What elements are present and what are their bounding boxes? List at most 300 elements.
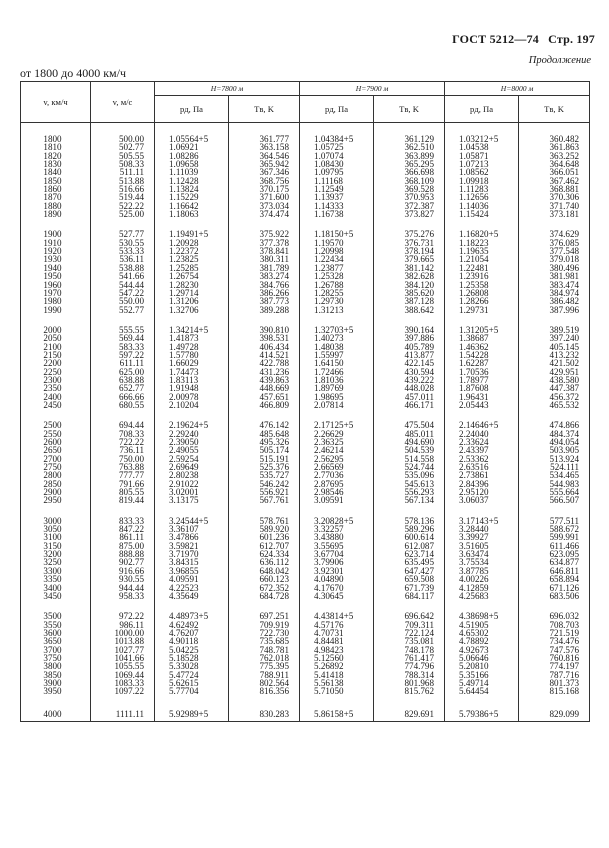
cell-v-kmh: 1830 xyxy=(21,160,91,168)
cell-v-kmh: 3950 xyxy=(21,687,91,695)
cell-t-7900: 556.293 xyxy=(374,488,445,496)
table-row xyxy=(21,446,590,454)
cell-p-7800: 5.04225 xyxy=(155,646,229,654)
cell-t-7800: 802.564 xyxy=(229,679,300,687)
cell-v-ms: 530.55 xyxy=(91,239,155,247)
cell-v-kmh: 2250 xyxy=(21,368,91,376)
cell-p-7800: 1.74473 xyxy=(155,368,229,376)
table-row xyxy=(21,401,590,409)
cell-t-8000: 360.482 xyxy=(519,135,590,143)
cell-t-8000: 787.716 xyxy=(519,671,590,679)
cell-v-ms: 513.88 xyxy=(91,177,155,185)
cell-p-7800: 4.62492 xyxy=(155,621,229,629)
cell-p-8000: 1.15424 xyxy=(445,210,519,218)
cell-t-8000: 386.482 xyxy=(519,297,590,305)
cell-v-kmh: 3000 xyxy=(21,517,91,525)
cell-p-7900: 1.81036 xyxy=(300,376,374,384)
cell-p-7800: 3.84315 xyxy=(155,558,229,566)
cell-t-8000: 363.252 xyxy=(519,152,590,160)
spacer-cell xyxy=(300,409,374,421)
cell-t-8000: 599.991 xyxy=(519,533,590,541)
cell-v-ms: 611.11 xyxy=(91,359,155,367)
cell-p-7800: 3.71970 xyxy=(155,550,229,558)
cell-v-ms: 1111.11 xyxy=(91,708,155,722)
cell-p-7900: 1.25328 xyxy=(300,272,374,280)
cell-t-7900: 365.295 xyxy=(374,160,445,168)
cell-p-7800: 1.11039 xyxy=(155,168,229,176)
cell-t-7900: 363.899 xyxy=(374,152,445,160)
cell-p-7900: 3.09591 xyxy=(300,496,374,504)
cell-t-7900: 366.698 xyxy=(374,168,445,176)
cell-t-7800: 535.727 xyxy=(229,471,300,479)
table-row xyxy=(21,326,590,334)
cell-p-7800: 3.47866 xyxy=(155,533,229,541)
cell-t-7800: 612.707 xyxy=(229,542,300,550)
spacer-cell xyxy=(155,696,229,708)
cell-p-7800: 1.28230 xyxy=(155,281,229,289)
cell-p-8000: 1.62287 xyxy=(445,359,519,367)
cell-p-7900: 1.09795 xyxy=(300,168,374,176)
cell-p-8000: 1.03212+5 xyxy=(445,135,519,143)
cell-p-8000: 2.73861 xyxy=(445,471,519,479)
cell-v-kmh: 4000 xyxy=(21,708,91,722)
spacer-cell xyxy=(519,314,590,326)
cell-t-7900: 545.613 xyxy=(374,480,445,488)
cell-v-kmh: 2150 xyxy=(21,351,91,359)
cell-t-7900: 647.427 xyxy=(374,567,445,575)
spacer-cell xyxy=(91,314,155,326)
cell-p-7900: 1.16738 xyxy=(300,210,374,218)
cell-p-7900: 2.98546 xyxy=(300,488,374,496)
spacer-cell xyxy=(155,409,229,421)
cell-t-7800: 377.378 xyxy=(229,239,300,247)
cell-v-ms: 666.66 xyxy=(91,393,155,401)
table-row xyxy=(21,708,590,722)
group-spacer xyxy=(21,600,590,612)
cell-p-8000: 1.26808 xyxy=(445,289,519,297)
cell-t-8000: 696.032 xyxy=(519,612,590,620)
cell-t-7800: 364.546 xyxy=(229,152,300,160)
cell-p-8000: 4.92673 xyxy=(445,646,519,654)
table-row xyxy=(21,558,590,566)
cell-v-ms: 972.22 xyxy=(91,612,155,620)
cell-p-7900: 4.17670 xyxy=(300,584,374,592)
cell-v-ms: 502.77 xyxy=(91,143,155,151)
cell-p-7800: 2.91022 xyxy=(155,480,229,488)
cell-v-ms: 547.22 xyxy=(91,289,155,297)
atmosphere-table xyxy=(20,81,590,722)
cell-p-7800: 2.19624+5 xyxy=(155,421,229,429)
cell-t-8000: 367.462 xyxy=(519,177,590,185)
cell-p-7900: 2.36325 xyxy=(300,438,374,446)
cell-p-7900: 1.28255 xyxy=(300,289,374,297)
cell-p-8000: 1.14036 xyxy=(445,202,519,210)
cell-p-8000: 3.39927 xyxy=(445,533,519,541)
cell-t-7900: 635.495 xyxy=(374,558,445,566)
cell-p-7900: 1.23877 xyxy=(300,264,374,272)
cell-v-ms: 819.44 xyxy=(91,496,155,504)
cell-t-7900: 378.194 xyxy=(374,247,445,255)
cell-p-7900: 5.26892 xyxy=(300,662,374,670)
cell-t-7900: 422.145 xyxy=(374,359,445,367)
cell-t-8000: 577.511 xyxy=(519,517,590,525)
spacer-cell xyxy=(519,600,590,612)
cell-t-7800: 567.761 xyxy=(229,496,300,504)
cell-p-7900: 1.64150 xyxy=(300,359,374,367)
cell-p-7800: 5.18528 xyxy=(155,654,229,662)
cell-v-ms: 583.33 xyxy=(91,343,155,351)
spacer-cell xyxy=(519,123,590,136)
cell-v-ms: 958.33 xyxy=(91,592,155,600)
cell-p-8000: 5.20810 xyxy=(445,662,519,670)
cell-p-8000: 4.38698+5 xyxy=(445,612,519,620)
cell-t-7800: 386.266 xyxy=(229,289,300,297)
cell-t-7800: 448.669 xyxy=(229,384,300,392)
cell-p-8000: 2.14646+5 xyxy=(445,421,519,429)
cell-p-7800: 5.47724 xyxy=(155,671,229,679)
cell-p-7900: 3.32257 xyxy=(300,525,374,533)
cell-t-7800: 589.920 xyxy=(229,525,300,533)
cell-t-7900: 504.539 xyxy=(374,446,445,454)
spacer-cell xyxy=(155,600,229,612)
cell-t-7900: 748.178 xyxy=(374,646,445,654)
cell-v-ms: 847.22 xyxy=(91,525,155,533)
table-row xyxy=(21,621,590,629)
cell-p-7800: 4.90118 xyxy=(155,637,229,645)
cell-t-7900: 774.796 xyxy=(374,662,445,670)
cell-p-7900: 4.70731 xyxy=(300,629,374,637)
cell-v-ms: 527.77 xyxy=(91,230,155,238)
table-row xyxy=(21,567,590,575)
cell-v-ms: 875.00 xyxy=(91,542,155,550)
table-row xyxy=(21,193,590,201)
cell-p-8000: 1.46362 xyxy=(445,343,519,351)
cell-t-8000: 829.099 xyxy=(519,708,590,722)
page-number: Стр. 197 xyxy=(548,32,595,46)
table-row xyxy=(21,359,590,367)
cell-t-8000: 405.145 xyxy=(519,343,590,351)
table-row xyxy=(21,471,590,479)
cell-v-kmh: 3850 xyxy=(21,671,91,679)
spacer-cell xyxy=(21,409,91,421)
cell-t-7900: 376.731 xyxy=(374,239,445,247)
spacer-cell xyxy=(300,505,374,517)
cell-t-7900: 384.120 xyxy=(374,281,445,289)
cell-p-7900: 1.13937 xyxy=(300,193,374,201)
cell-v-ms: 722.22 xyxy=(91,438,155,446)
cell-t-7900: 397.886 xyxy=(374,334,445,342)
cell-t-8000: 524.111 xyxy=(519,463,590,471)
cell-t-7900: 514.558 xyxy=(374,455,445,463)
cell-p-8000: 1.38687 xyxy=(445,334,519,342)
cell-v-ms: 555.55 xyxy=(91,326,155,334)
cell-v-ms: 516.66 xyxy=(91,185,155,193)
cell-p-8000: 1.09918 xyxy=(445,177,519,185)
cell-t-7800: 624.334 xyxy=(229,550,300,558)
cell-t-7900: 535.096 xyxy=(374,471,445,479)
cell-p-7800: 1.09658 xyxy=(155,160,229,168)
cell-v-ms: 944.44 xyxy=(91,584,155,592)
group-spacer xyxy=(21,123,590,136)
spacer-cell xyxy=(445,314,519,326)
cell-p-7900: 2.17125+5 xyxy=(300,421,374,429)
cell-t-7800: 485.648 xyxy=(229,430,300,438)
cell-v-ms: 805.55 xyxy=(91,488,155,496)
cell-t-7800: 495.326 xyxy=(229,438,300,446)
cell-v-ms: 1041.66 xyxy=(91,654,155,662)
cell-t-7800: 578.761 xyxy=(229,517,300,525)
table-row xyxy=(21,168,590,176)
cell-p-7900: 2.77036 xyxy=(300,471,374,479)
cell-t-7800: 374.474 xyxy=(229,210,300,218)
spacer-cell xyxy=(445,409,519,421)
cell-p-7800: 1.13824 xyxy=(155,185,229,193)
altitude-header-7800: H=7800 м xyxy=(155,82,300,96)
cell-p-7900: 1.40273 xyxy=(300,334,374,342)
cell-t-7900: 373.827 xyxy=(374,210,445,218)
cell-v-ms: 1069.44 xyxy=(91,671,155,679)
cell-t-7800: 381.789 xyxy=(229,264,300,272)
cell-v-ms: 525.00 xyxy=(91,210,155,218)
cell-v-kmh: 2400 xyxy=(21,393,91,401)
cell-p-8000: 3.63474 xyxy=(445,550,519,558)
cell-v-kmh: 1980 xyxy=(21,297,91,305)
cell-v-ms: 902.77 xyxy=(91,558,155,566)
table-row xyxy=(21,343,590,351)
cell-p-8000: 1.18223 xyxy=(445,239,519,247)
spacer-cell xyxy=(155,314,229,326)
table-row xyxy=(21,575,590,583)
table-row xyxy=(21,488,590,496)
cell-t-7800: 735.685 xyxy=(229,637,300,645)
cell-p-8000: 1.96431 xyxy=(445,393,519,401)
column-header-t: Tв, K xyxy=(374,96,445,123)
table-row xyxy=(21,289,590,297)
cell-t-7800: 830.283 xyxy=(229,708,300,722)
cell-p-7800: 5.92989+5 xyxy=(155,708,229,722)
cell-p-7900: 2.56295 xyxy=(300,455,374,463)
cell-p-7900: 5.41418 xyxy=(300,671,374,679)
cell-t-8000: 683.506 xyxy=(519,592,590,600)
cell-t-8000: 544.983 xyxy=(519,480,590,488)
cell-p-7800: 1.20928 xyxy=(155,239,229,247)
table-row xyxy=(21,135,590,143)
cell-p-7800: 2.80238 xyxy=(155,471,229,479)
cell-t-8000: 494.054 xyxy=(519,438,590,446)
cell-t-7900: 439.222 xyxy=(374,376,445,384)
cell-v-ms: 519.44 xyxy=(91,193,155,201)
cell-v-kmh: 1800 xyxy=(21,135,91,143)
cell-p-7900: 1.72466 xyxy=(300,368,374,376)
cell-t-7800: 546.242 xyxy=(229,480,300,488)
spacer-cell xyxy=(519,409,590,421)
table-row xyxy=(21,430,590,438)
cell-p-7900: 1.48038 xyxy=(300,343,374,351)
spacer-cell xyxy=(21,123,91,136)
spacer-cell xyxy=(300,600,374,612)
cell-v-ms: 833.33 xyxy=(91,517,155,525)
cell-v-kmh: 2850 xyxy=(21,480,91,488)
cell-p-8000: 2.43397 xyxy=(445,446,519,454)
cell-p-8000: 1.25358 xyxy=(445,281,519,289)
spacer-cell xyxy=(445,218,519,230)
cell-p-7800: 3.96855 xyxy=(155,567,229,575)
table-row xyxy=(21,384,590,392)
cell-t-8000: 373.181 xyxy=(519,210,590,218)
cell-p-8000: 1.54228 xyxy=(445,351,519,359)
cell-t-7800: 439.863 xyxy=(229,376,300,384)
cell-p-8000: 1.08562 xyxy=(445,168,519,176)
cell-v-kmh: 3200 xyxy=(21,550,91,558)
table-row xyxy=(21,376,590,384)
cell-p-7800: 1.05564+5 xyxy=(155,135,229,143)
cell-p-7900: 4.98423 xyxy=(300,646,374,654)
cell-t-8000: 815.168 xyxy=(519,687,590,695)
table-row xyxy=(21,687,590,695)
cell-v-kmh: 2550 xyxy=(21,430,91,438)
cell-v-ms: 638.88 xyxy=(91,376,155,384)
cell-p-7800: 1.12428 xyxy=(155,177,229,185)
cell-v-kmh: 1990 xyxy=(21,306,91,314)
cell-p-8000: 5.64454 xyxy=(445,687,519,695)
spacer-cell xyxy=(21,696,91,708)
cell-p-8000: 2.33624 xyxy=(445,438,519,446)
spacer-cell xyxy=(374,600,445,612)
cell-v-ms: 538.88 xyxy=(91,264,155,272)
cell-p-8000: 1.87608 xyxy=(445,384,519,392)
cell-p-7900: 1.11168 xyxy=(300,177,374,185)
cell-t-7800: 375.922 xyxy=(229,230,300,238)
cell-t-8000: 566.507 xyxy=(519,496,590,504)
cell-t-8000: 484.374 xyxy=(519,430,590,438)
spacer-cell xyxy=(21,314,91,326)
table-row xyxy=(21,281,590,289)
cell-v-ms: 888.88 xyxy=(91,550,155,558)
cell-v-ms: 505.55 xyxy=(91,152,155,160)
cell-v-kmh: 1930 xyxy=(21,255,91,263)
standard-code: ГОСТ 5212—74 xyxy=(452,32,539,46)
cell-t-7900: 788.314 xyxy=(374,671,445,679)
cell-t-8000: 380.496 xyxy=(519,264,590,272)
cell-t-7800: 672.352 xyxy=(229,584,300,592)
cell-v-kmh: 2350 xyxy=(21,384,91,392)
table-row xyxy=(21,496,590,504)
cell-t-8000: 381.981 xyxy=(519,272,590,280)
cell-t-8000: 379.018 xyxy=(519,255,590,263)
cell-p-7800: 1.16642 xyxy=(155,202,229,210)
altitude-header-7900: H=7900 м xyxy=(300,82,445,96)
cell-p-7900: 2.66569 xyxy=(300,463,374,471)
table-row xyxy=(21,542,590,550)
cell-v-kmh: 3750 xyxy=(21,654,91,662)
cell-p-8000: 1.16820+5 xyxy=(445,230,519,238)
table-row xyxy=(21,306,590,314)
cell-t-8000: 438.580 xyxy=(519,376,590,384)
cell-p-7800: 1.15229 xyxy=(155,193,229,201)
cell-t-7800: 636.112 xyxy=(229,558,300,566)
cell-p-8000: 4.25683 xyxy=(445,592,519,600)
cell-p-8000: 1.22481 xyxy=(445,264,519,272)
cell-p-7900: 5.12560 xyxy=(300,654,374,662)
spacer-cell xyxy=(374,696,445,708)
cell-p-8000: 2.63516 xyxy=(445,463,519,471)
cell-t-7800: 648.042 xyxy=(229,567,300,575)
cell-t-7900: 623.714 xyxy=(374,550,445,558)
cell-v-ms: 1083.33 xyxy=(91,679,155,687)
cell-t-7900: 761.417 xyxy=(374,654,445,662)
spacer-cell xyxy=(519,505,590,517)
cell-v-ms: 916.66 xyxy=(91,567,155,575)
cell-t-8000: 634.877 xyxy=(519,558,590,566)
cell-t-8000: 413.232 xyxy=(519,351,590,359)
cell-t-8000: 376.085 xyxy=(519,239,590,247)
cell-v-kmh: 2450 xyxy=(21,401,91,409)
cell-t-7900: 379.665 xyxy=(374,255,445,263)
cell-t-8000: 747.576 xyxy=(519,646,590,654)
cell-v-kmh: 1860 xyxy=(21,185,91,193)
cell-p-8000: 2.95120 xyxy=(445,488,519,496)
cell-t-8000: 421.502 xyxy=(519,359,590,367)
table-row xyxy=(21,210,590,218)
cell-p-7900: 4.04890 xyxy=(300,575,374,583)
spacer-cell xyxy=(519,696,590,708)
table-row xyxy=(21,255,590,263)
cell-p-7800: 4.22523 xyxy=(155,584,229,592)
cell-v-ms: 1097.22 xyxy=(91,687,155,695)
table-row xyxy=(21,533,590,541)
cell-p-7900: 1.05725 xyxy=(300,143,374,151)
cell-p-8000: 2.84396 xyxy=(445,480,519,488)
cell-t-7900: 475.504 xyxy=(374,421,445,429)
cell-t-8000: 646.811 xyxy=(519,567,590,575)
cell-p-7800: 1.06921 xyxy=(155,143,229,151)
cell-t-7800: 722.730 xyxy=(229,629,300,637)
cell-t-7900: 466.171 xyxy=(374,401,445,409)
spacer-cell xyxy=(519,218,590,230)
table-body xyxy=(21,123,590,722)
table-row xyxy=(21,455,590,463)
cell-p-8000: 3.87785 xyxy=(445,567,519,575)
spacer-cell xyxy=(229,218,300,230)
cell-p-7800: 2.59254 xyxy=(155,455,229,463)
cell-t-7800: 515.191 xyxy=(229,455,300,463)
cell-p-7800: 3.13175 xyxy=(155,496,229,504)
column-header-p: pд, Па xyxy=(155,96,229,123)
cell-t-7900: 448.028 xyxy=(374,384,445,392)
cell-t-7800: 457.651 xyxy=(229,393,300,401)
table-row xyxy=(21,480,590,488)
cell-v-ms: 652.77 xyxy=(91,384,155,392)
cell-p-7900: 1.20998 xyxy=(300,247,374,255)
cell-t-7900: 485.011 xyxy=(374,430,445,438)
cell-v-ms: 680.55 xyxy=(91,401,155,409)
cell-p-7900: 1.32703+5 xyxy=(300,326,374,334)
cell-p-7800: 1.29714 xyxy=(155,289,229,297)
cell-t-8000: 361.863 xyxy=(519,143,590,151)
cell-p-8000: 1.29731 xyxy=(445,306,519,314)
cell-p-7800: 1.83113 xyxy=(155,376,229,384)
cell-p-7900: 4.84481 xyxy=(300,637,374,645)
cell-p-8000: 1.21054 xyxy=(445,255,519,263)
cell-t-7900: 375.276 xyxy=(374,230,445,238)
cell-p-8000: 4.51905 xyxy=(445,621,519,629)
cell-t-7900: 589.296 xyxy=(374,525,445,533)
cell-p-7800: 1.41873 xyxy=(155,334,229,342)
spacer-cell xyxy=(445,696,519,708)
table-row xyxy=(21,592,590,600)
cell-p-7900: 3.67704 xyxy=(300,550,374,558)
altitude-header-8000: H=8000 м xyxy=(445,82,590,96)
